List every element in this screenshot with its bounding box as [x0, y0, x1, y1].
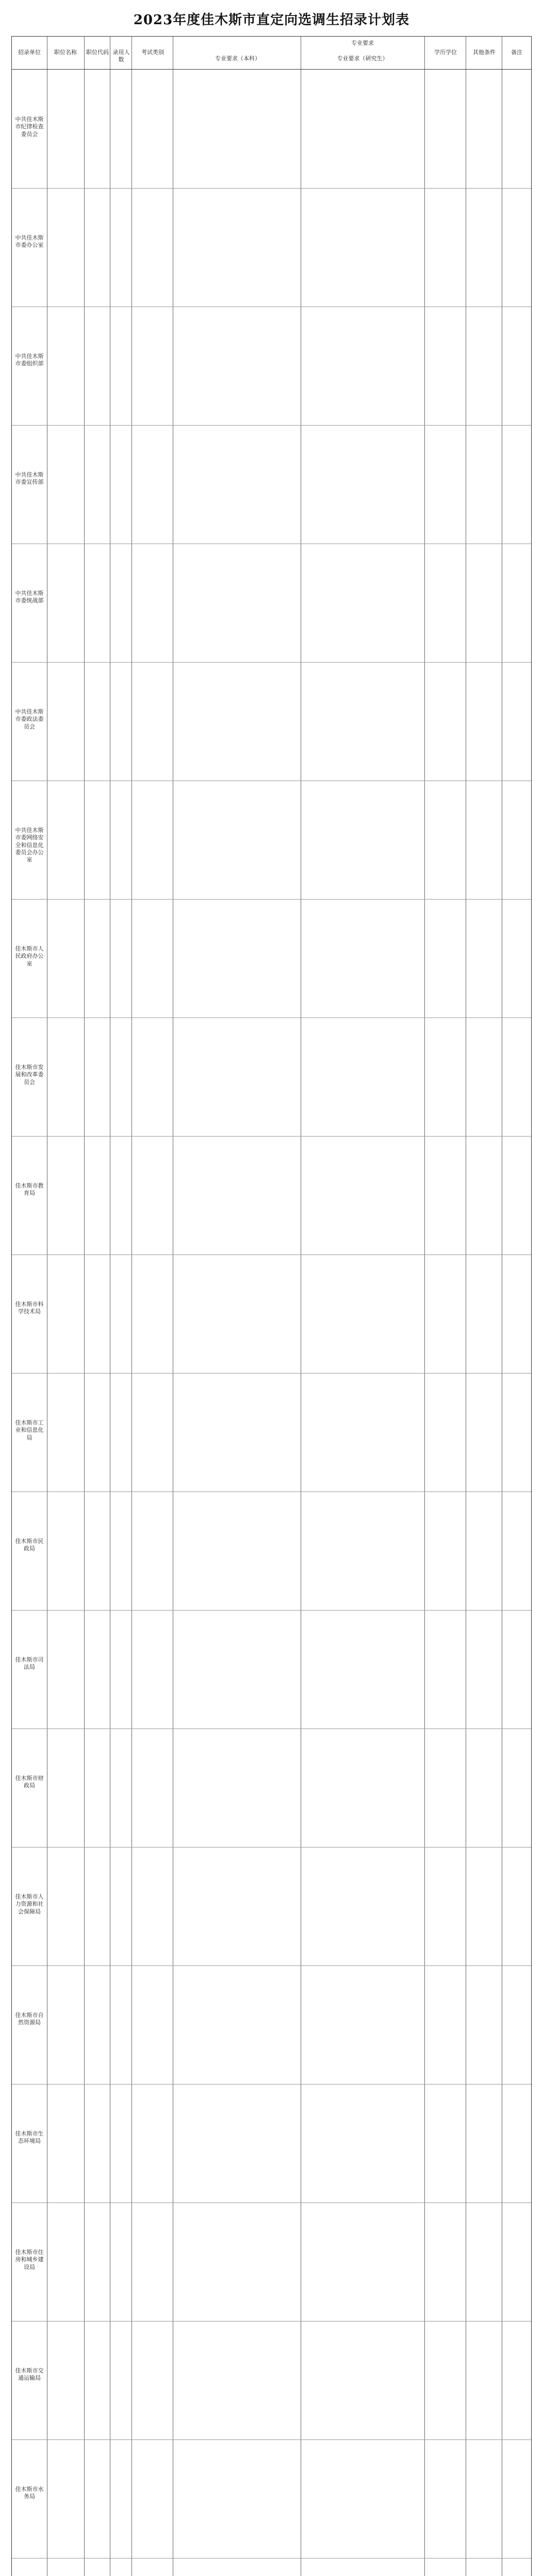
- unit-label: 佳木斯市水务局: [15, 2486, 44, 2500]
- row-divider: [12, 425, 531, 426]
- unit-label: 中共佳木斯市委网络安全和信息化委员会办公室: [15, 827, 44, 863]
- row-divider: [12, 2202, 531, 2203]
- unit-label: 佳木斯市发展和改革委员会: [15, 1064, 44, 1086]
- unit-label: 佳木斯市工业和信息化局: [15, 1419, 44, 1441]
- row-divider: [12, 899, 531, 900]
- document-title: 2023年度佳木斯市直定向选调生招录计划表: [133, 12, 410, 28]
- header-code: 职位代码: [86, 49, 109, 56]
- header-count: 录用人数: [112, 49, 130, 63]
- unit-label: 佳木斯市生态环境局: [15, 2130, 44, 2145]
- unit-label: 中共佳木斯市委政法委员会: [15, 708, 44, 730]
- row-divider: [12, 1136, 531, 1137]
- unit-label: 中共佳木斯市委组织部: [15, 353, 44, 367]
- column-divider: [84, 37, 85, 69]
- column-divider: [131, 70, 132, 2576]
- row-divider: [12, 662, 531, 663]
- column-divider: [131, 37, 132, 69]
- unit-label: 佳木斯市教育局: [15, 1182, 44, 1197]
- unit-label: 中共佳木斯市委宣传部: [15, 471, 44, 486]
- row-divider: [12, 1610, 531, 1611]
- header-major-undergrad: 专业要求（本科）: [215, 55, 260, 62]
- column-divider: [424, 70, 425, 2576]
- header-note: 备注: [511, 49, 522, 56]
- row-divider: [12, 1373, 531, 1374]
- row-divider: [12, 1965, 531, 1966]
- unit-label: 佳木斯市住房和城乡建设局: [15, 2249, 44, 2270]
- unit-label: 佳木斯市民政局: [15, 1538, 44, 1552]
- row-divider: [12, 1847, 531, 1848]
- header-education: 学历学位: [434, 49, 457, 56]
- unit-label: 佳木斯市司法局: [15, 1656, 44, 1671]
- unit-label: 佳木斯市财政局: [15, 1775, 44, 1789]
- row-divider: [12, 1728, 531, 1729]
- table-header: [12, 37, 531, 70]
- unit-label: 佳木斯市科学技术局: [15, 1301, 44, 1315]
- header-major-grad: 专业要求（研究生）: [337, 55, 388, 62]
- unit-label: 中共佳木斯市委统战部: [15, 590, 44, 604]
- unit-label: 中共佳木斯市委办公室: [15, 234, 44, 249]
- header-unit: 招录单位: [18, 49, 41, 56]
- unit-label: 佳木斯市人力资源和社会保障局: [15, 1893, 44, 1915]
- row-divider: [12, 2439, 531, 2440]
- unit-label: 佳木斯市自然资源局: [15, 2012, 44, 2026]
- column-divider: [84, 70, 85, 2576]
- table-body: [12, 70, 531, 2576]
- recruitment-table: [11, 36, 532, 2576]
- header-major-group: 专业要求: [351, 40, 374, 46]
- unit-label: 佳木斯市人民政府办公室: [15, 945, 44, 967]
- header-other: 其他条件: [473, 49, 496, 56]
- row-divider: [12, 188, 531, 189]
- unit-label: 中共佳木斯市纪律检查委员会: [15, 116, 44, 138]
- header-position-name: 职位名称: [54, 49, 77, 56]
- unit-label: 佳木斯市交通运输局: [15, 2367, 44, 2382]
- column-divider: [424, 37, 425, 69]
- header-scope: 考试类别: [141, 49, 164, 56]
